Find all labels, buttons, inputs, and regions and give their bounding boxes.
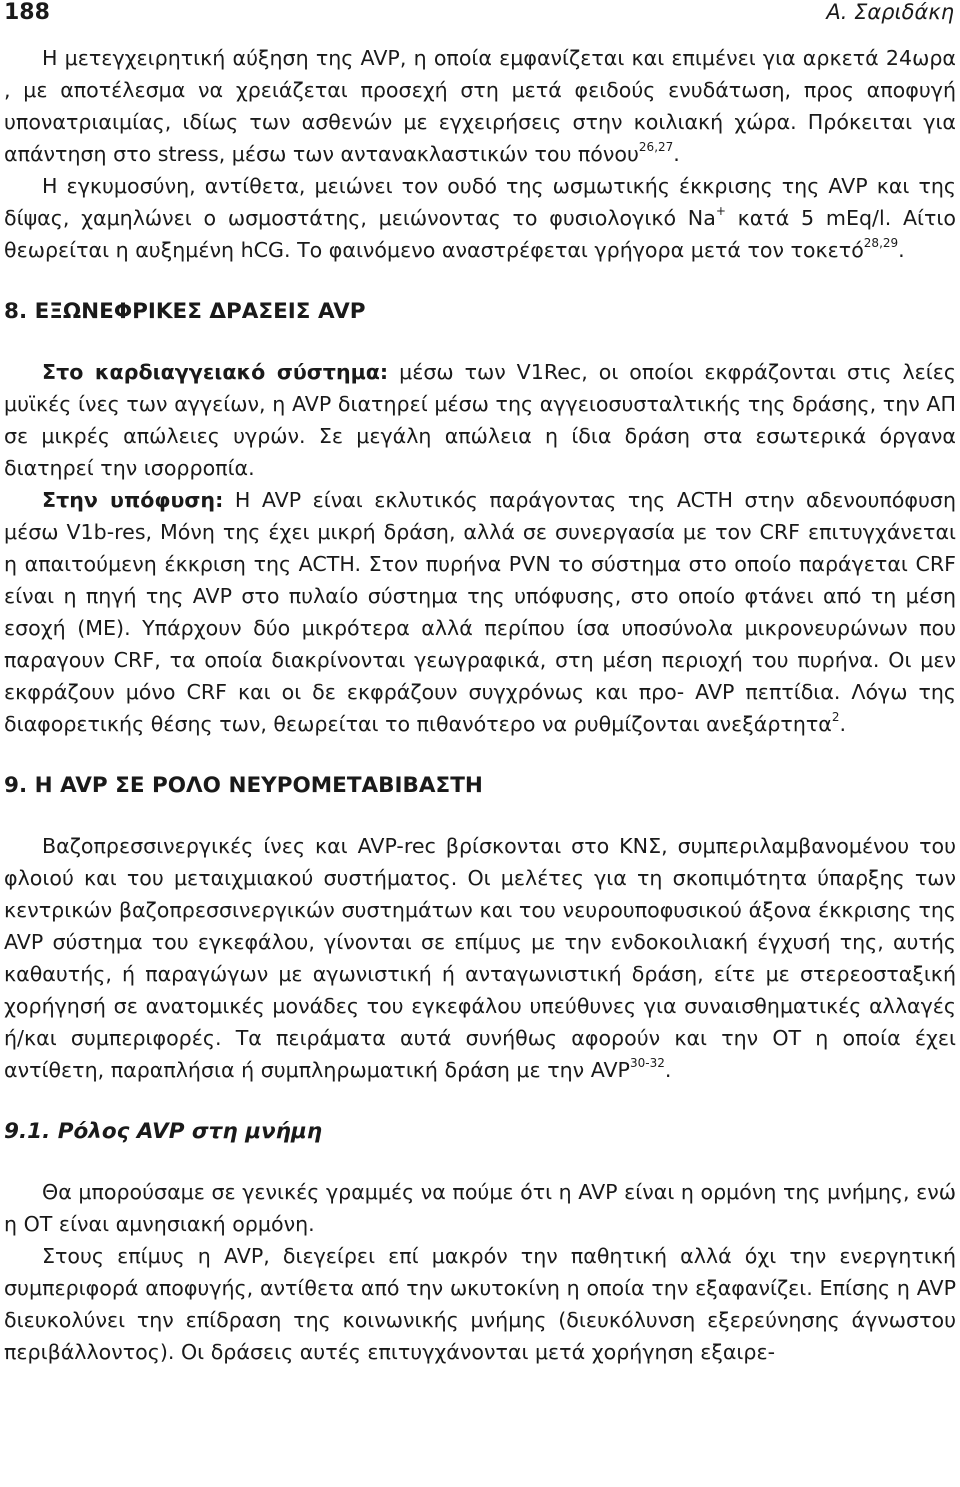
cardiovascular-label: Στο καρδιαγγειακό σύστημα: — [42, 360, 389, 384]
spacer — [4, 266, 956, 296]
section-9-1-paragraph-2: Στους επίμυς η AVP, διεγείρει επί μακρόν την παθητική αλλά όχι την ενεργητική συμπεριφορά αποφυγής, αντίθετα από την ωκυτοκίνη η οποία την εξαφανίζει. Επίσης η AVP διευκολύνει την επίδραση της κοινωνικής μνήμης (διευκόλυνση εξερεύνησης άγνωστου περιβάλλοντος). Οι δράσεις αυτές επιτυγχάνονται μετά χορήγηση εξαιρε- — [4, 1244, 956, 1364]
intro-paragraph-1-text: Η μετεγχειρητική αύξηση της AVP, η οποία εμφανίζεται και επιμένει για αρκετά 24ωρα , με αποτέλεσμα να χρειάζεται προσεχή στη μετά φειδούς ενυδάτωση, προς αποφυγή υπονατριαιμίας, ιδίως των ασθενών με εγχειρήσεις στην κοιλιακή χώρα. Πρόκειται για απάντηση στο stress, μέσω των αντανακλαστικών του πόνου — [4, 46, 956, 166]
reference-superscript: 2 — [831, 710, 840, 725]
section-9-1-paragraph-1: Θα μπορούσαμε σε γενικές γραμμές να πούμε ότι η AVP είναι η ορμόνη της μνήμης, ενώ η ΟΤ είναι αμνησιακή ορμόνη. — [4, 1180, 956, 1236]
page-header — [4, 0, 954, 30]
section-8-heading: 8. ΕΞΩΝΕΦΡΙΚΕΣ ΔΡΑΣΕΙΣ AVP — [4, 299, 366, 324]
reference-superscript: 28,29 — [863, 236, 899, 251]
section-8-paragraph-2-text: Η AVP είναι εκλυτικός παράγοντας της ACTH στην αδενουπόφυση μέσω V1b-res, Μόνη της έχει μικρή δράση, αλλά σε συνεργασία με τον CRF επιτυγχάνεται η απαιτούμενη έκκριση της ACTH. Στον πυρήνα PVN το σύστημα στο οποίο παράγεται CRF είναι η πηγή της AVP στο πυλαίο σύστημα της υπόφυσης, στο οποίο φτάνει από τη μέση εσοχή (ΜΕ). Υπάρχουν δύο μικρότερα αλλά περίπου ίσα υποσύνολα μικρονευρώνων που παραγουν CRF, τα οποία διακρίνονται γεωγραφικά, στη μέση περιοχή του πυρήνα. Οι μεν εκφράζουν μόνο CRF και οι δε εκφράζουν συγχρόνως και προ- AVP πεπτίδια. Λόγω της διαφορετικής θέσης των, θεωρείται το πιθανότερο να ρυθμίζονται ανεξάρτητα — [4, 488, 956, 736]
spacer — [4, 1148, 956, 1176]
sentence-end: . — [664, 1058, 672, 1082]
spacer — [4, 740, 956, 770]
section-9-paragraph-1 — [4, 830, 956, 1086]
section-9-heading: 9. Η AVP ΣΕ ΡΟΛΟ ΝΕΥΡΟΜΕΤΑΒΙΒΑΣΤΗ — [4, 773, 483, 798]
sentence-end: . — [673, 142, 680, 166]
running-author: Α. Σαριδάκη — [826, 0, 954, 24]
sentence-end: . — [839, 712, 847, 736]
plus-superscript: + — [715, 204, 726, 219]
document-body — [4, 42, 956, 1368]
intro-paragraph-2-text-b: κατά 5 mEq/l. Αίτιο θεωρείται η αυξημένη hCG. Το φαινόμενο αναστρέφεται γρήγορα μετά τον τοκετό — [4, 206, 956, 262]
section-8-paragraph-2 — [4, 484, 956, 740]
pituitary-label: Στην υπόφυση: — [42, 488, 224, 512]
sentence-end: . — [898, 238, 905, 262]
reference-superscript: 26,27 — [638, 140, 674, 155]
section-9-paragraph-1-text: Βαζοπρεσσινεργικές ίνες και AVP-rec βρίσκονται στο ΚΝΣ, συμπεριλαμβανομένου του φλοιού και του μεταιχμιακού συστήματος. Οι μελέτες για τη σκοπιμότητα ύπαρξης των κεντρικών βαζοπρεσσινεργικών συστημάτων και του νευρουποφυσικού άξονα έκκρισης της AVP σύστημα του εγκεφάλου, γίνονται σε επίμυς με την ενδοκοιλιακή έγχυσή της, αυτής καθαυτής, ή παραγώγων με αγωνιστική ή ανταγωνιστική δράση, είτε με στερεοσταξική χορήγησή σε ανατομικές μονάδες του εγκεφάλου υπεύθυνες για συναισθηματικές αλλαγές ή/και συμπεριφορές. Τα πειράματα αυτά συνήθως αφορούν και την ΟΤ η οποία έχει αντίθετη, παραπλήσια ή συμπληρωματική δράση με την AVP — [4, 834, 956, 1082]
spacer — [4, 328, 956, 356]
intro-paragraph-1 — [4, 42, 956, 170]
reference-superscript: 30-32 — [629, 1056, 665, 1071]
intro-paragraph-2 — [4, 170, 956, 266]
spacer — [4, 1086, 956, 1116]
section-8-paragraph-1-text: μέσω των V1Rec, οι οποίοι εκφράζονται στις λείες μυϊκές ίνες των αγγείων, η AVP διατηρεί μέσω της αγγειοσυσταλτικής της δράσης, την ΑΠ σε μικρές απώλειες υγρών. Σε μεγάλη απώλεια η ίδια δράση στα εσωτερικά όργανα διατηρεί την ισορροπία. — [4, 360, 956, 480]
page-number: 188 — [4, 0, 50, 25]
intro-paragraph-2-text-a: Η εγκυμοσύνη, αντίθετα, μειώνει τον ουδό της ωσμωτικής έκκρισης της AVP και της δίψας, χαμηλώνει ο ωσμοστάτης, μειώνοντας το φυσιολογικό Na — [4, 174, 956, 230]
section-8-paragraph-1 — [4, 356, 956, 484]
section-9-1-heading: 9.1. Ρόλος AVP στη μνήμη — [4, 1119, 323, 1144]
spacer — [4, 802, 956, 830]
